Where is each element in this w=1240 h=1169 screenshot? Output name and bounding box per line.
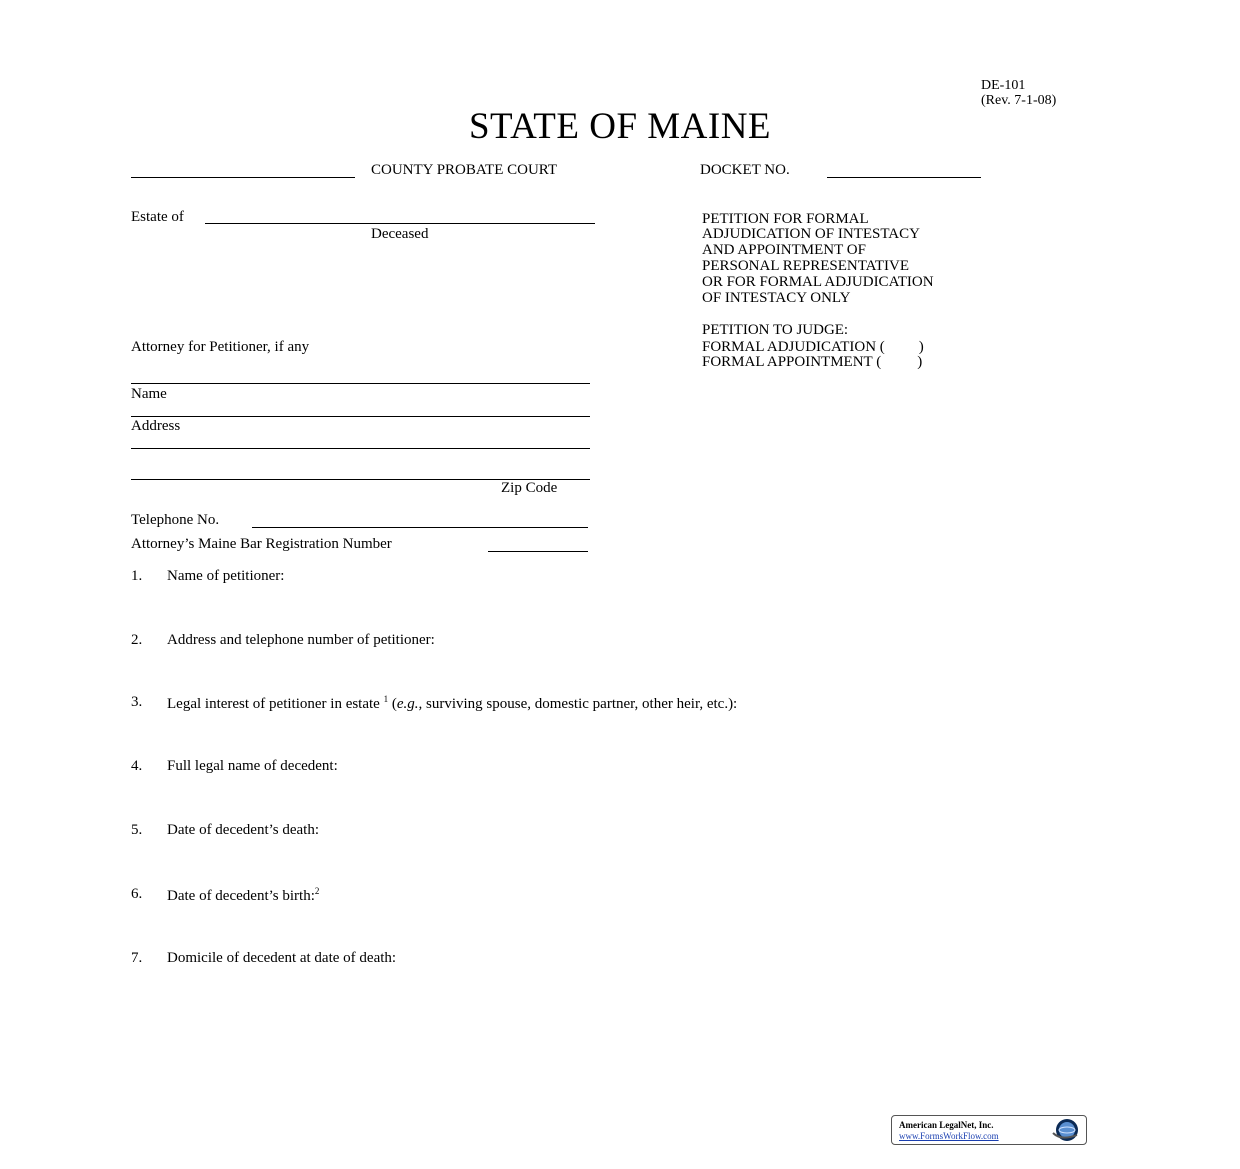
formal-appointment-label: FORMAL APPOINTMENT ( bbox=[702, 354, 882, 370]
item-number: 1. bbox=[131, 568, 143, 584]
estate-label: Estate of bbox=[131, 209, 184, 225]
deceased-label: Deceased bbox=[371, 226, 429, 242]
formal-adjudication-label: FORMAL ADJUDICATION ( bbox=[702, 339, 885, 355]
petition-to-judge-label: PETITION TO JUDGE: bbox=[702, 322, 849, 338]
item-number: 3. bbox=[131, 694, 143, 710]
item-text: Full legal name of decedent: bbox=[167, 758, 338, 774]
item-number: 2. bbox=[131, 632, 143, 648]
estate-name-blank[interactable] bbox=[205, 223, 595, 224]
telephone-label: Telephone No. bbox=[131, 512, 220, 528]
item-text: Date of decedent’s birth: bbox=[167, 888, 315, 904]
petition-title-line: ADJUDICATION OF INTESTACY bbox=[702, 226, 920, 242]
formal-appointment-option[interactable] bbox=[702, 355, 922, 370]
attorney-heading: Attorney for Petitioner, if any bbox=[131, 339, 310, 355]
attorney-address-blank-1[interactable] bbox=[131, 416, 590, 417]
page-title: STATE OF MAINE bbox=[468, 106, 772, 147]
petition-title-line: PETITION FOR FORMAL bbox=[702, 211, 869, 227]
item-text: Address and telephone number of petitioner: bbox=[167, 632, 435, 648]
item-number: 6. bbox=[131, 886, 143, 902]
bar-registration-label: Attorney’s Maine Bar Registration Number bbox=[131, 536, 392, 552]
attorney-name-label: Name bbox=[131, 386, 167, 402]
petition-title-line: PERSONAL REPRESENTATIVE bbox=[702, 258, 910, 274]
globe-logo-icon bbox=[1047, 1117, 1083, 1148]
docket-label: DOCKET NO. bbox=[700, 162, 790, 178]
zip-code-label: Zip Code bbox=[501, 480, 558, 496]
attorney-address-blank-2[interactable] bbox=[131, 448, 590, 449]
petition-title-line: OF INTESTACY ONLY bbox=[702, 290, 851, 306]
form-number: DE-101 bbox=[981, 78, 1026, 93]
form-revision: (Rev. 7-1-08) bbox=[981, 93, 1057, 108]
telephone-blank[interactable] bbox=[252, 527, 588, 528]
item-text: Name of petitioner: bbox=[167, 568, 285, 584]
badge-company: American LegalNet, Inc. bbox=[899, 1120, 994, 1130]
badge-url-link[interactable]: www.FormsWorkFlow.com bbox=[899, 1131, 999, 1141]
footer-badge[interactable] bbox=[891, 1115, 1087, 1145]
attorney-address-label: Address bbox=[131, 418, 181, 434]
item-text: Domicile of decedent at date of death: bbox=[167, 950, 397, 966]
eg-text: e.g., bbox=[396, 696, 423, 712]
petition-title-line: OR FOR FORMAL ADJUDICATION bbox=[702, 274, 934, 290]
county-blank[interactable] bbox=[131, 177, 355, 178]
list-item-legal-interest: Legal interest of petitioner in estate $^1$ (e.g., surviving spouse, domestic partner, other heir, etc.): bbox=[167, 694, 738, 712]
item-number: 7. bbox=[131, 950, 143, 966]
list-item-birth bbox=[167, 887, 319, 904]
item-text-rest: surviving spouse, domestic partner, other heir, etc.): bbox=[426, 696, 738, 712]
item-number: 5. bbox=[131, 822, 143, 838]
close-paren: ) bbox=[918, 339, 924, 355]
footnote-marker: 2 bbox=[314, 886, 320, 896]
attorney-name-blank[interactable] bbox=[131, 383, 590, 384]
footnote-marker: 1 bbox=[383, 694, 389, 704]
item-text: Legal interest of petitioner in estate bbox=[167, 696, 380, 712]
list-item bbox=[131, 569, 142, 584]
item-text: Date of decedent’s death: bbox=[167, 822, 320, 838]
docket-blank[interactable] bbox=[827, 177, 981, 178]
formal-adjudication-option[interactable] bbox=[702, 340, 924, 355]
county-court-label: COUNTY PROBATE COURT bbox=[371, 162, 558, 178]
bar-registration-blank[interactable] bbox=[488, 551, 588, 552]
petition-title-line: AND APPOINTMENT OF bbox=[702, 242, 866, 258]
item-number: 4. bbox=[131, 758, 143, 774]
close-paren: ) bbox=[917, 354, 923, 370]
